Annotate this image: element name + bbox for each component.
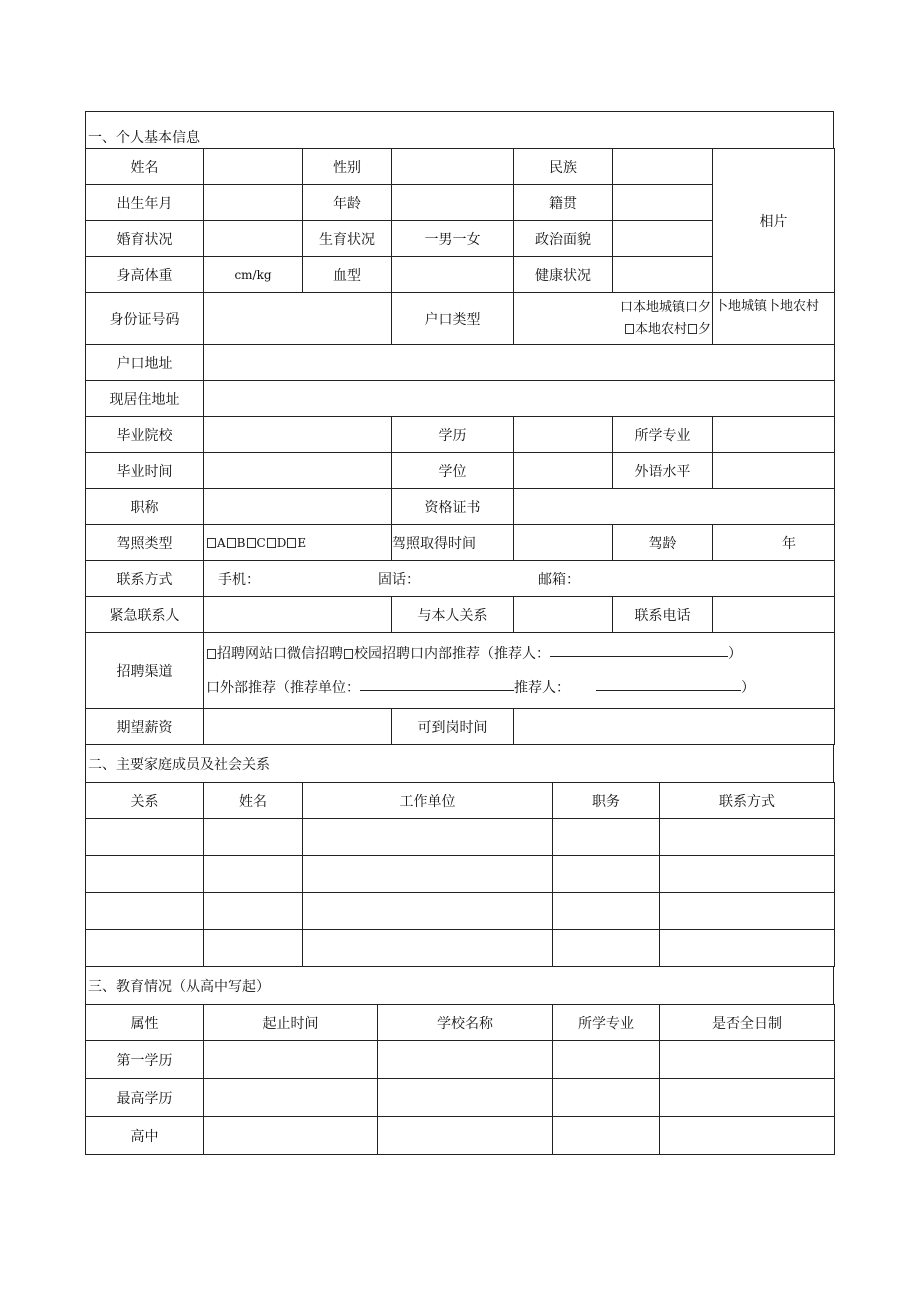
id-number-field[interactable]: [204, 293, 392, 345]
table-row: [86, 1117, 835, 1155]
language-field[interactable]: [713, 453, 835, 489]
label-available: 可到岗时间: [392, 709, 514, 745]
family-table: [85, 782, 835, 967]
checkbox-icon[interactable]: [227, 538, 236, 548]
label-height-weight: 身高体重: [86, 257, 204, 293]
section-title: 一、个人基本信息: [88, 130, 200, 146]
education-field[interactable]: [514, 417, 613, 453]
marital-field[interactable]: [204, 221, 303, 257]
landline-label: 固话：: [378, 571, 420, 588]
table-row: [86, 893, 835, 930]
label-grad-time: 毕业时间: [86, 453, 204, 489]
personal-info-table: [85, 148, 835, 745]
label-language: 外语水平: [613, 453, 713, 489]
label-channel: 招聘渠道: [86, 633, 204, 709]
label-ethnicity: 民族: [514, 149, 613, 185]
table-row: [86, 1079, 835, 1117]
salary-field[interactable]: [204, 709, 392, 745]
relation-field[interactable]: [514, 597, 613, 633]
license-type-options[interactable]: A B C D E: [204, 525, 392, 561]
label-health: 健康状况: [514, 257, 613, 293]
label-license-time: 驾照取得时间: [392, 525, 514, 561]
edu-header-fulltime: 是否全日制: [660, 1005, 835, 1041]
ethnicity-field[interactable]: [613, 149, 713, 185]
label-age: 年龄: [303, 185, 392, 221]
edu-header-major: 所学专业: [553, 1005, 660, 1041]
section-title: 二、主要家庭成员及社会关系: [88, 757, 270, 773]
blood-field[interactable]: [392, 257, 514, 293]
fertility-field[interactable]: 一男一女: [392, 221, 514, 257]
label-hukou-address: 户口地址: [86, 345, 204, 381]
label-salary: 期望薪资: [86, 709, 204, 745]
referrer-unit-blank[interactable]: [360, 676, 514, 691]
checkbox-icon[interactable]: [688, 324, 697, 334]
emergency-field[interactable]: [204, 597, 392, 633]
school-field[interactable]: [204, 417, 392, 453]
age-field[interactable]: [392, 185, 514, 221]
family-header-name: 姓名: [204, 783, 303, 819]
checkbox-icon[interactable]: [247, 538, 256, 548]
label-native-place: 籍贯: [514, 185, 613, 221]
table-row: [86, 819, 835, 856]
gender-field[interactable]: [392, 149, 514, 185]
edu-header-school: 学校名称: [378, 1005, 553, 1041]
phone-field[interactable]: [713, 597, 835, 633]
contact-row[interactable]: [204, 561, 835, 597]
available-field[interactable]: [514, 709, 835, 745]
license-time-field[interactable]: [514, 525, 613, 561]
email-label: 邮箱：: [538, 571, 580, 588]
current-address-field[interactable]: [204, 381, 835, 417]
section-personal-header: [85, 111, 834, 148]
label-contact: 联系方式: [86, 561, 204, 597]
label-gender: 性别: [303, 149, 392, 185]
grad-time-field[interactable]: [204, 453, 392, 489]
checkbox-icon[interactable]: [207, 538, 216, 548]
section-title: 三、教育情况（从高中写起）: [88, 979, 270, 995]
family-header-position: 职务: [553, 783, 660, 819]
driving-age-field[interactable]: 年: [713, 525, 835, 561]
height-weight-field[interactable]: cm/kg: [204, 257, 303, 293]
label-name: 姓名: [86, 149, 204, 185]
label-relation: 与本人关系: [392, 597, 514, 633]
application-form: [85, 111, 834, 1155]
referrer-blank[interactable]: [550, 642, 728, 657]
label-school: 毕业院校: [86, 417, 204, 453]
birth-field[interactable]: [204, 185, 303, 221]
label-title: 职称: [86, 489, 204, 525]
hukou-option-continued: 卜地城镇卜地农村: [713, 293, 835, 345]
label-fertility: 生育状况: [303, 221, 392, 257]
native-place-field[interactable]: [613, 185, 713, 221]
label-major: 所学专业: [613, 417, 713, 453]
photo-box[interactable]: [713, 149, 835, 293]
family-header-work: 工作单位: [303, 783, 553, 819]
table-row: [86, 856, 835, 893]
major-field[interactable]: [713, 417, 835, 453]
hukou-option-line1: 口本地城镇口夕: [619, 299, 711, 315]
education-table: [85, 1004, 835, 1155]
photo-label: 相片: [759, 213, 788, 230]
table-row: [86, 1041, 835, 1079]
label-blood: 血型: [303, 257, 392, 293]
label-birth: 出生年月: [86, 185, 204, 221]
edu-header-attribute: 属性: [86, 1005, 204, 1041]
label-hukou-type: 户口类型: [392, 293, 514, 345]
checkbox-icon[interactable]: [344, 649, 353, 659]
label-emergency: 紧急联系人: [86, 597, 204, 633]
label-license-type: 驾照类型: [86, 525, 204, 561]
external-referrer-blank[interactable]: [596, 676, 741, 691]
label-phone: 联系电话: [613, 597, 713, 633]
label-education: 学历: [392, 417, 514, 453]
channel-options[interactable]: [204, 633, 835, 709]
certificate-field[interactable]: [514, 489, 835, 525]
label-degree: 学位: [392, 453, 514, 489]
edu-row-label: 高中: [86, 1117, 204, 1155]
political-field[interactable]: [613, 221, 713, 257]
checkbox-icon[interactable]: [625, 324, 634, 334]
table-row: [86, 930, 835, 967]
label-marital: 婚育状况: [86, 221, 204, 257]
section-family-header: [85, 745, 834, 782]
mobile-label: 手机：: [218, 571, 260, 588]
family-header-contact: 联系方式: [660, 783, 835, 819]
edu-row-label: 第一学历: [86, 1041, 204, 1079]
degree-field[interactable]: [514, 453, 613, 489]
section-education-header: [85, 967, 834, 1004]
hukou-option-line2: 本地农村 夕: [516, 319, 711, 341]
channel-line1: 招聘网站口微信招聘 校园招聘口内部推荐（推荐人： ）: [206, 637, 834, 671]
name-field[interactable]: [204, 149, 303, 185]
family-header-relation: 关系: [86, 783, 204, 819]
edu-row-label: 最高学历: [86, 1079, 204, 1117]
channel-line2: 口外部推荐（推荐单位： 推荐人： ）: [206, 671, 834, 705]
label-current-address: 现居住地址: [86, 381, 204, 417]
checkbox-icon[interactable]: [287, 538, 296, 548]
checkbox-icon[interactable]: [267, 538, 276, 548]
health-field[interactable]: [613, 257, 713, 293]
label-political: 政治面貌: [514, 221, 613, 257]
label-id-number: 身份证号码: [86, 293, 204, 345]
label-driving-age: 驾龄: [613, 525, 713, 561]
edu-header-period: 起止时间: [204, 1005, 378, 1041]
label-certificate: 资格证书: [392, 489, 514, 525]
title-field[interactable]: [204, 489, 392, 525]
checkbox-icon[interactable]: [207, 649, 216, 659]
hukou-options[interactable]: [514, 293, 713, 345]
hukou-address-field[interactable]: [204, 345, 835, 381]
